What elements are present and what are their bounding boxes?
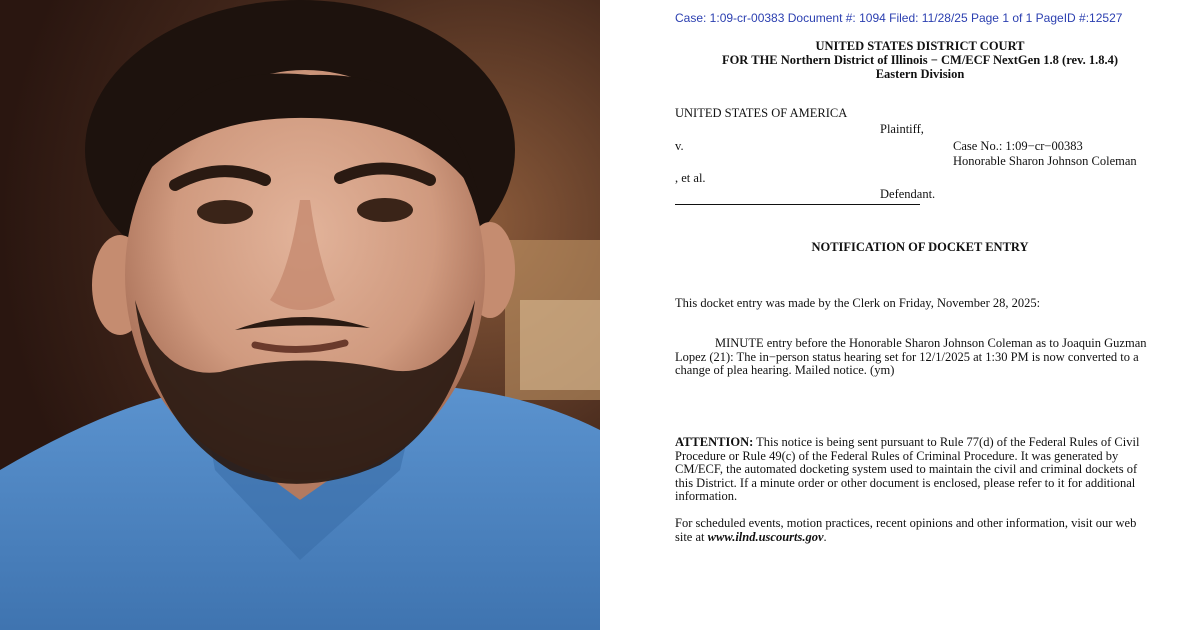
- caption-divider: [675, 204, 920, 205]
- footer-notice: [675, 517, 1150, 544]
- plaintiff-label: Plaintiff,: [880, 122, 924, 136]
- defendant-label: Defendant.: [880, 187, 936, 201]
- judge-name: Honorable Sharon Johnson Coleman: [953, 154, 1137, 168]
- footer-end: .: [823, 529, 827, 544]
- court-heading: [675, 39, 1165, 81]
- court-name: UNITED STATES DISTRICT COURT: [815, 39, 1025, 53]
- versus: v.: [675, 139, 684, 153]
- attention-text: This notice is being sent pursuant to Rule 77(d) of the Federal Rules of Civil Procedure or Rule 49(c) of the Federal Rules of Criminal Procedure. It was generated by CM/ECF, the automated docketing system used to maintain the civil and criminal dockets of this District. If a minute order or other document is enclosed, please refer to it for additional information.: [675, 435, 1140, 504]
- attention-notice: [675, 436, 1150, 504]
- notification-title: NOTIFICATION OF DOCKET ENTRY: [811, 240, 1029, 254]
- document-header-line: Case: 1:09-cr-00383 Document #: 1094 Filed: 11/28/25 Page 1 of 1 PageID #:12527: [675, 11, 1123, 25]
- docket-document: [600, 0, 1200, 630]
- entry-intro: This docket entry was made by the Clerk on Friday, November 28, 2025:: [675, 296, 1041, 310]
- court-district: FOR THE Northern District of Illinois − CM/ECF NextGen 1.8 (rev. 1.8.4): [721, 53, 1119, 67]
- court-website-link[interactable]: www.ilnd.uscourts.gov: [707, 529, 824, 544]
- court-division: Eastern Division: [875, 67, 965, 81]
- footer-text: For scheduled events, motion practices, recent opinions and other information, visit our web site at: [675, 516, 1137, 544]
- minute-entry: MINUTE entry before the Honorable Sharon Johnson Coleman as to Joaquin Guzman Lopez (21): The in−person status hearing set for 12/1/2025 at 1:30 PM is now converted to a change of plea hearing. Mailed notice. (ym): [675, 336, 1147, 378]
- attention-label: ATTENTION:: [675, 435, 754, 449]
- case-number: Case No.: 1:09−cr−00383: [953, 139, 1083, 153]
- plaintiff-party: UNITED STATES OF AMERICA: [675, 106, 848, 120]
- defendant-party: , et al.: [675, 171, 706, 185]
